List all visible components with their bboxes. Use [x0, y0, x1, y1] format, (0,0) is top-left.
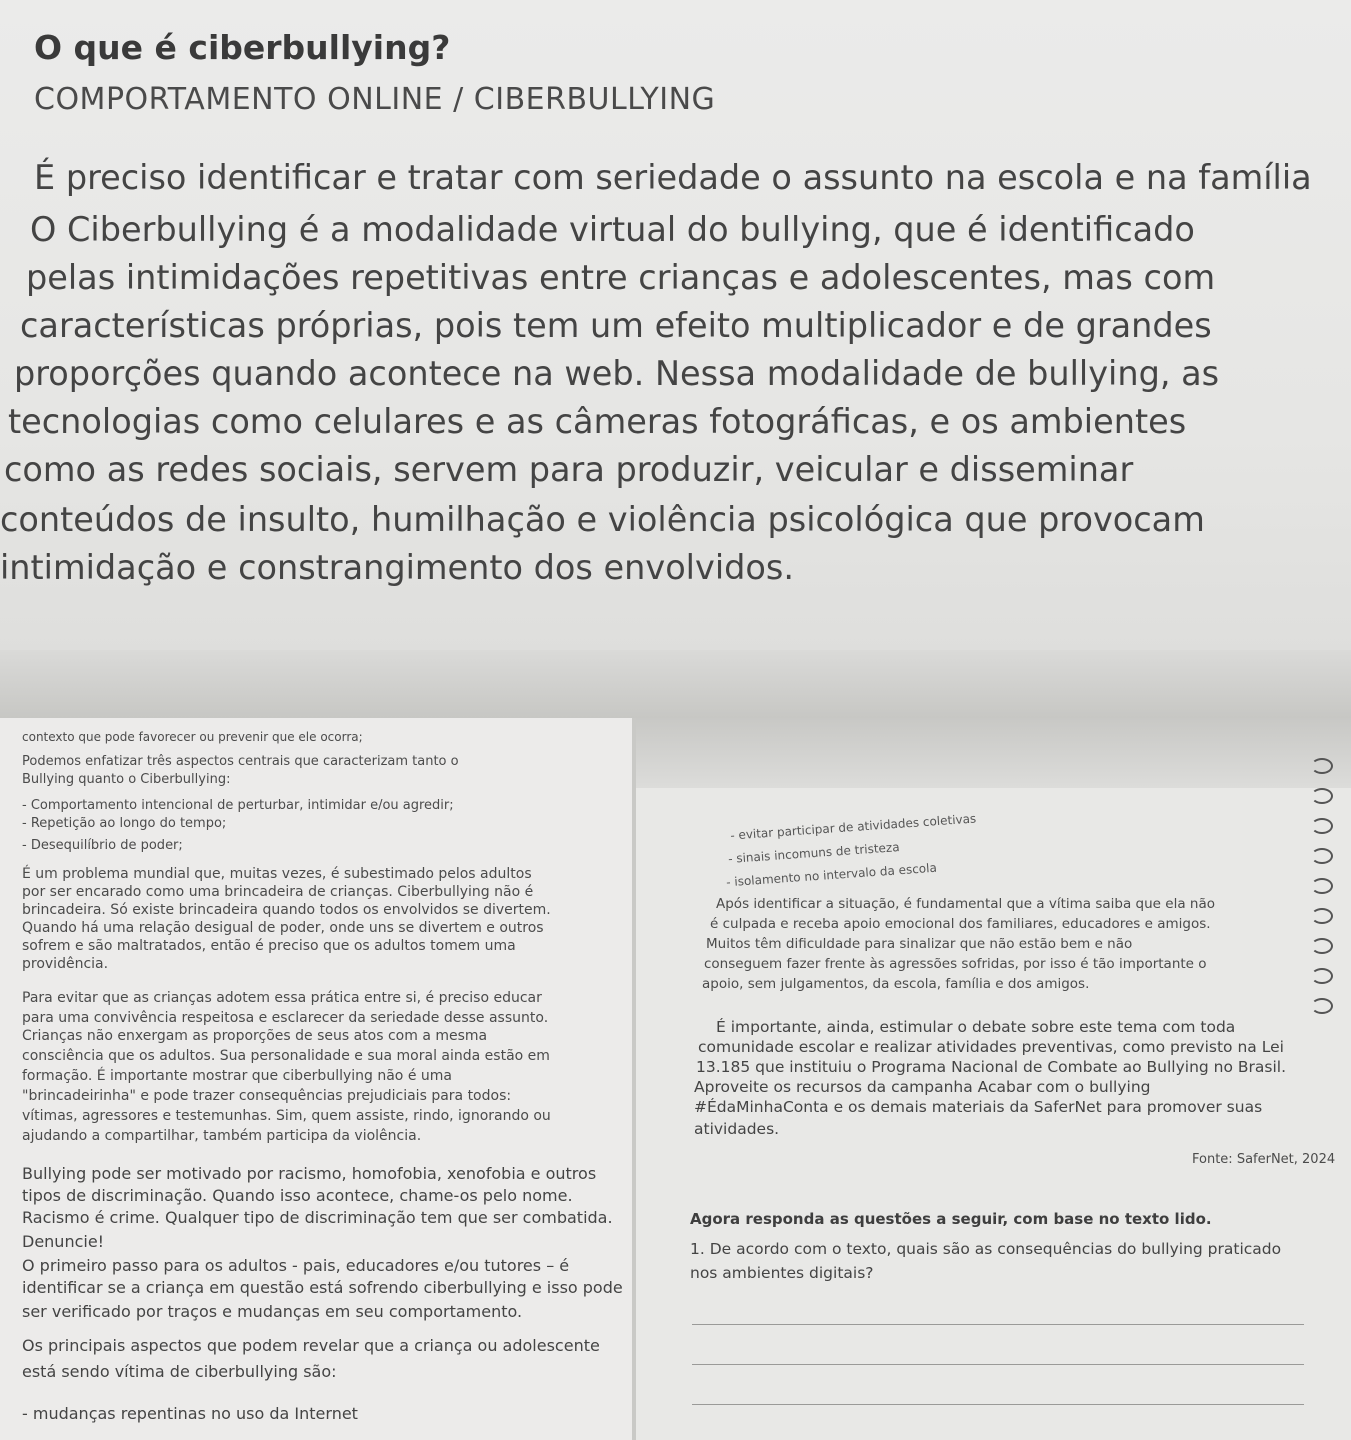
spiral-binding-icon — [1311, 758, 1333, 774]
answer-line[interactable] — [692, 1404, 1304, 1405]
text-line: Muitos têm dificuldade para sinalizar que não estão bem e não — [706, 936, 1133, 952]
spiral-binding-icon — [1311, 788, 1333, 804]
text-line: Racismo é crime. Qualquer tipo de discriminação tem que ser combatida. — [22, 1208, 613, 1227]
text-line: O primeiro passo para os adultos - pais, educadores e/ou tutores – é — [22, 1256, 570, 1275]
answer-line[interactable] — [692, 1324, 1304, 1325]
text-line: Bullying quanto o Ciberbullying: — [22, 772, 231, 787]
text-line: Aproveite os recursos da campanha Acabar com o bullying — [694, 1078, 1151, 1096]
spiral-binding-icon — [1311, 848, 1333, 864]
text-line: vítimas, agressores e testemunhas. Sim, quem assiste, rindo, ignorando ou — [22, 1108, 551, 1124]
page-subtitle: COMPORTAMENTO ONLINE / CIBERBULLYING — [34, 82, 716, 117]
text-line: formação. É importante mostrar que ciberbullying não é uma — [22, 1068, 452, 1084]
text-line: Para evitar que as crianças adotem essa prática entre si, é preciso educar — [22, 990, 542, 1006]
text-line: está sendo vítima de ciberbullying são: — [22, 1362, 337, 1381]
text-line: É um problema mundial que, muitas vezes, é subestimado pelos adultos — [22, 866, 532, 882]
text-line: - mudanças repentinas no uso da Internet — [22, 1404, 358, 1423]
text-line: Quando há uma relação desigual de poder, onde uns se divertem e outros — [22, 920, 544, 936]
text-line: Crianças não enxergam as proporções de seus atos com a mesma — [22, 1028, 488, 1044]
spiral-binding-icon — [1311, 908, 1333, 924]
spiral-binding-icon — [1311, 968, 1333, 984]
text-line: é culpada e receba apoio emocional dos familiares, educadores e amigos. — [710, 916, 1211, 932]
text-line: consciência que os adultos. Sua personalidade e sua moral ainda estão em — [22, 1048, 550, 1064]
text-line: atividades. — [694, 1120, 780, 1138]
text-line: - Repetição ao longo do tempo; — [22, 816, 227, 831]
bullet-item: - evitar participar de atividades coletivas — [729, 811, 977, 843]
text-line: Denuncie! — [22, 1232, 105, 1251]
text-line: - Desequilíbrio de poder; — [22, 838, 183, 853]
text-line: para uma convivência respeitosa e esclarecer da seriedade desse assunto. — [22, 1010, 549, 1026]
spiral-binding-icon — [1311, 938, 1333, 954]
text-line: apoio, sem julgamentos, da escola, família e dos amigos. — [702, 976, 1090, 992]
text-line: ajudando a compartilhar, também participa da violência. — [22, 1128, 422, 1144]
text-line: Podemos enfatizar três aspectos centrais que caracterizam tanto o — [22, 754, 459, 769]
text-line: proporções quando acontece na web. Nessa modalidade de bullying, as — [14, 354, 1220, 393]
text-line: tecnologias como celulares e as câmeras fotográficas, e os ambientes — [8, 402, 1187, 441]
text-line: contexto que pode favorecer ou prevenir que ele ocorra; — [22, 730, 363, 744]
text-line: conteúdos de insulto, humilhação e violência psicológica que provocam — [0, 500, 1205, 539]
question-text: 1. De acordo com o texto, quais são as consequências do bullying praticado — [690, 1240, 1282, 1258]
text-line: intimidação e constrangimento dos envolvidos. — [0, 548, 794, 587]
text-line: Após identificar a situação, é fundamental que a vítima saiba que ela não — [716, 896, 1215, 912]
text-line: conseguem fazer frente às agressões sofridas, por isso é tão importante o — [704, 956, 1207, 972]
text-line: #ÉdaMinhaConta e os demais materiais da SaferNet para promover suas — [694, 1098, 1263, 1116]
page-edge-shadow — [0, 650, 1351, 718]
page-edge-shadow — [636, 718, 1351, 788]
spiral-binding-icon — [1311, 998, 1333, 1014]
text-line: pelas intimidações repetitivas entre crianças e adolescentes, mas com — [26, 258, 1216, 297]
spiral-binding-icon — [1311, 878, 1333, 894]
question-text: nos ambientes digitais? — [690, 1264, 874, 1282]
text-line: brincadeira. Só existe brincadeira quando todos os envolvidos se divertem. — [22, 902, 551, 918]
bullet-item: - isolamento no intervalo da escola — [725, 860, 938, 890]
spiral-binding-icon — [1311, 818, 1333, 834]
text-line: como as redes sociais, servem para produzir, veicular e disseminar — [4, 450, 1134, 489]
question-instruction: Agora responda as questões a seguir, com base no texto lido. — [690, 1210, 1212, 1228]
text-line: Os principais aspectos que podem revelar que a criança ou adolescente — [22, 1336, 600, 1355]
text-line: 13.185 que instituiu o Programa Nacional de Combate ao Bullying no Brasil. — [696, 1058, 1287, 1076]
text-line: características próprias, pois tem um efeito multiplicador e de grandes — [20, 306, 1212, 345]
answer-line[interactable] — [692, 1364, 1304, 1365]
right-sheet — [636, 718, 1351, 1440]
source-citation: Fonte: SaferNet, 2024 — [1192, 1152, 1336, 1167]
text-line: Bullying pode ser motivado por racismo, homofobia, xenofobia e outros — [22, 1164, 597, 1183]
bullet-item: - sinais incomuns de tristeza — [727, 840, 900, 866]
text-line: - Comportamento intencional de perturbar, intimidar e/ou agredir; — [22, 798, 454, 813]
left-sheet — [0, 718, 632, 1440]
top-page — [0, 0, 1351, 718]
page-title: O que é ciberbullying? — [34, 28, 451, 67]
text-line: comunidade escolar e realizar atividades preventivas, como previsto na Lei — [698, 1038, 1284, 1056]
text-line: ser verificado por traços e mudanças em seu comportamento. — [22, 1302, 523, 1321]
text-line: identificar se a criança em questão está sofrendo ciberbullying e isso pode — [22, 1278, 623, 1297]
text-line: "brincadeirinha" e pode trazer consequências prejudiciais para todos: — [22, 1088, 512, 1104]
text-line: por ser encarado como uma brincadeira de crianças. Ciberbullying não é — [22, 884, 534, 900]
text-line: É importante, ainda, estimular o debate sobre este tema com toda — [716, 1018, 1236, 1036]
text-line: O Ciberbullying é a modalidade virtual do bullying, que é identificado — [30, 210, 1195, 249]
text-line: É preciso identificar e tratar com seriedade o assunto na escola e na família — [34, 158, 1312, 197]
text-line: sofrem e são maltratados, então é preciso que os adultos tomem uma — [22, 938, 516, 954]
text-line: tipos de discriminação. Quando isso acontece, chame-os pelo nome. — [22, 1186, 573, 1205]
text-line: providência. — [22, 956, 109, 972]
